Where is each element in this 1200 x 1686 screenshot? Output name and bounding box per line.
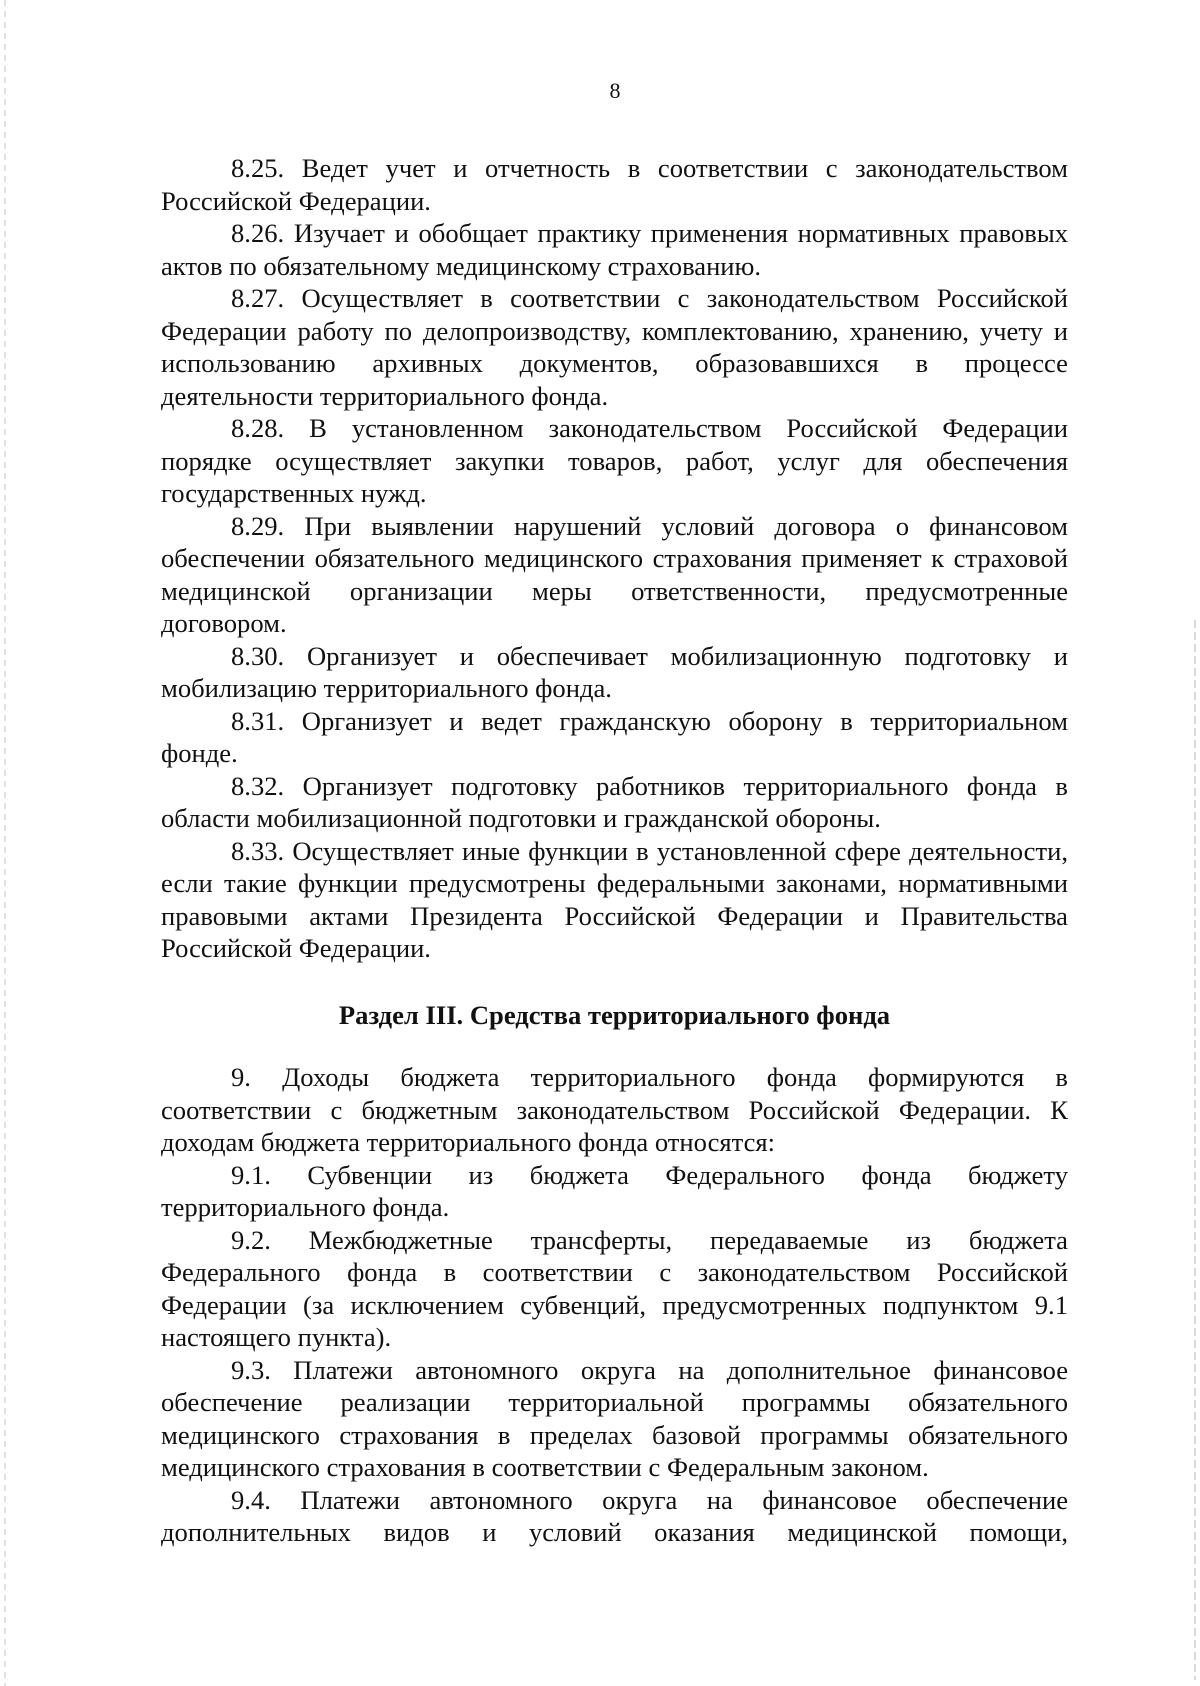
paragraph-8-33: 8.33. Осуществляет иные функции в установленной сфере деятельности, если такие функции предусмотрены федеральными законами, нормативными правовыми актами Президента Российской Федерации и Правительства Российской Федерации. xyxy=(161,835,1068,963)
paragraph-8-28: 8.28. В установленном законодательством Российской Федерации порядке осуществляет закупки товаров, работ, услуг для обеспечения государственных нужд. xyxy=(161,413,1068,508)
paragraph-9-2: 9.2. Межбюджетные трансферты, передаваемые из бюджета Федерального фонда в соответствии с законодательством Российской Федерации (за исключением субвенций, предусмотренных подпунктом 9.1 настоящего пункта). xyxy=(161,1224,1068,1352)
paragraph-8-32: 8.32. Организует подготовку работников территориального фонда в области мобилизационной подготовки и гражданской обороны. xyxy=(161,770,1068,833)
scan-edge-right xyxy=(1194,620,1196,1680)
paragraph-8-26: 8.26. Изучает и обобщает практику применения нормативных правовых актов по обязательному медицинскому страхованию. xyxy=(161,218,1068,281)
paragraph-9-4: 9.4. Платежи автономного округа на финансовое обеспечение дополнительных видов и условий оказания медицинской помощи, xyxy=(161,1484,1068,1547)
paragraph-8-31: 8.31. Организует и ведет гражданскую оборону в территориальном фонде. xyxy=(161,705,1068,768)
scan-edge-left xyxy=(4,0,6,1686)
paragraph-9: 9. Доходы бюджета территориального фонда формируются в соответствии с бюджетным законодательством Российской Федерации. К доходам бюджета территориального фонда относятся: xyxy=(161,1062,1068,1157)
paragraph-8-29: 8.29. При выявлении нарушений условий договора о финансовом обеспечении обязательного медицинского страхования применяет к страховой медицинской организации меры ответственности, предусмотренные договором. xyxy=(161,510,1068,638)
paragraph-9-3: 9.3. Платежи автономного округа на дополнительное финансовое обеспечение реализации территориальной программы обязательного медицинского страхования в пределах базовой программы обязательного медицинского страхования в соответствии с Федеральным законом. xyxy=(161,1354,1068,1482)
paragraph-9-1: 9.1. Субвенции из бюджета Федерального фонда бюджету территориального фонда. xyxy=(161,1159,1068,1222)
section-heading: Раздел III. Средства территориального фонда xyxy=(338,999,891,1030)
paragraph-8-25: 8.25. Ведет учет и отчетность в соответствии с законодательством Российской Федерации. xyxy=(161,153,1068,216)
page-number: 8 xyxy=(609,78,621,103)
paragraph-8-27: 8.27. Осуществляет в соответствии с законодательством Российской Федерации работу по делопроизводству, комплектованию, хранению, учету и использованию архивных документов, образовавшихся в процессе деятельности территориального фонда. xyxy=(161,283,1068,411)
paragraph-8-30: 8.30. Организует и обеспечивает мобилизационную подготовку и мобилизацию территориального фонда. xyxy=(161,640,1068,703)
document-body xyxy=(161,152,1068,1549)
